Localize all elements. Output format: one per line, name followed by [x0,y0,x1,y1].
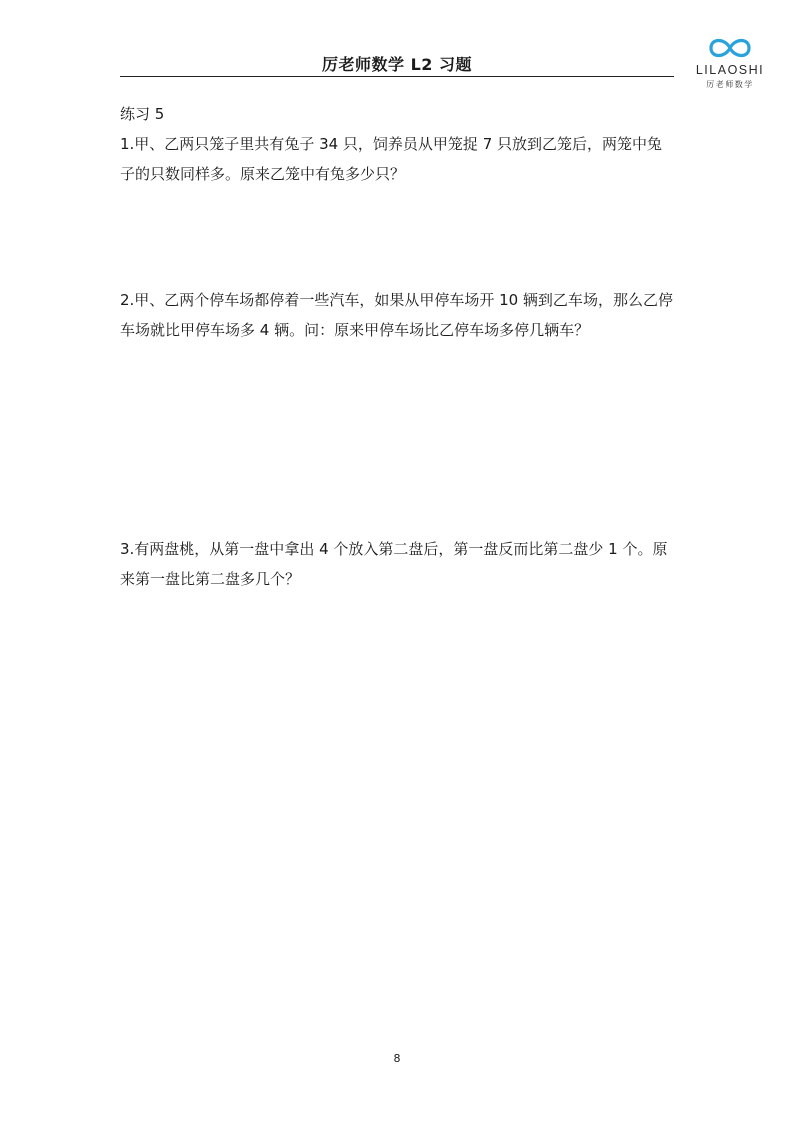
problem-1: 1.甲、乙两只笼子里共有兔子 34 只，饲养员从甲笼捉 7 只放到乙笼后，两笼中兔子的只数同样多。原来乙笼中有兔多少只？ [120,135,663,183]
problem-2: 2.甲、乙两个停车场都停着一些汽车，如果从甲停车场开 10 辆到乙车场，那么乙停车场就比甲停车场多 4 辆。问：原来甲停车场比乙停车场多停几辆车？ [120,291,673,339]
problem-3: 3.有两盘桃，从第一盘中拿出 4 个放入第二盘后，第一盘反而比第二盘少 1 个。原来第一盘比第二盘多几个？ [120,540,668,588]
page-number: 8 [393,1052,401,1065]
lilaoshi-logo [690,34,770,92]
logo-subtitle: 厉老师数学 [706,80,754,89]
page-header-title: 厉老师数学 L2 习题 [322,55,472,74]
exercise-title: 练习 5 [120,105,165,123]
header-divider [120,76,674,77]
logo-wordmark: LILAOSHI [695,63,765,77]
infinity-logo-icon [707,34,753,62]
